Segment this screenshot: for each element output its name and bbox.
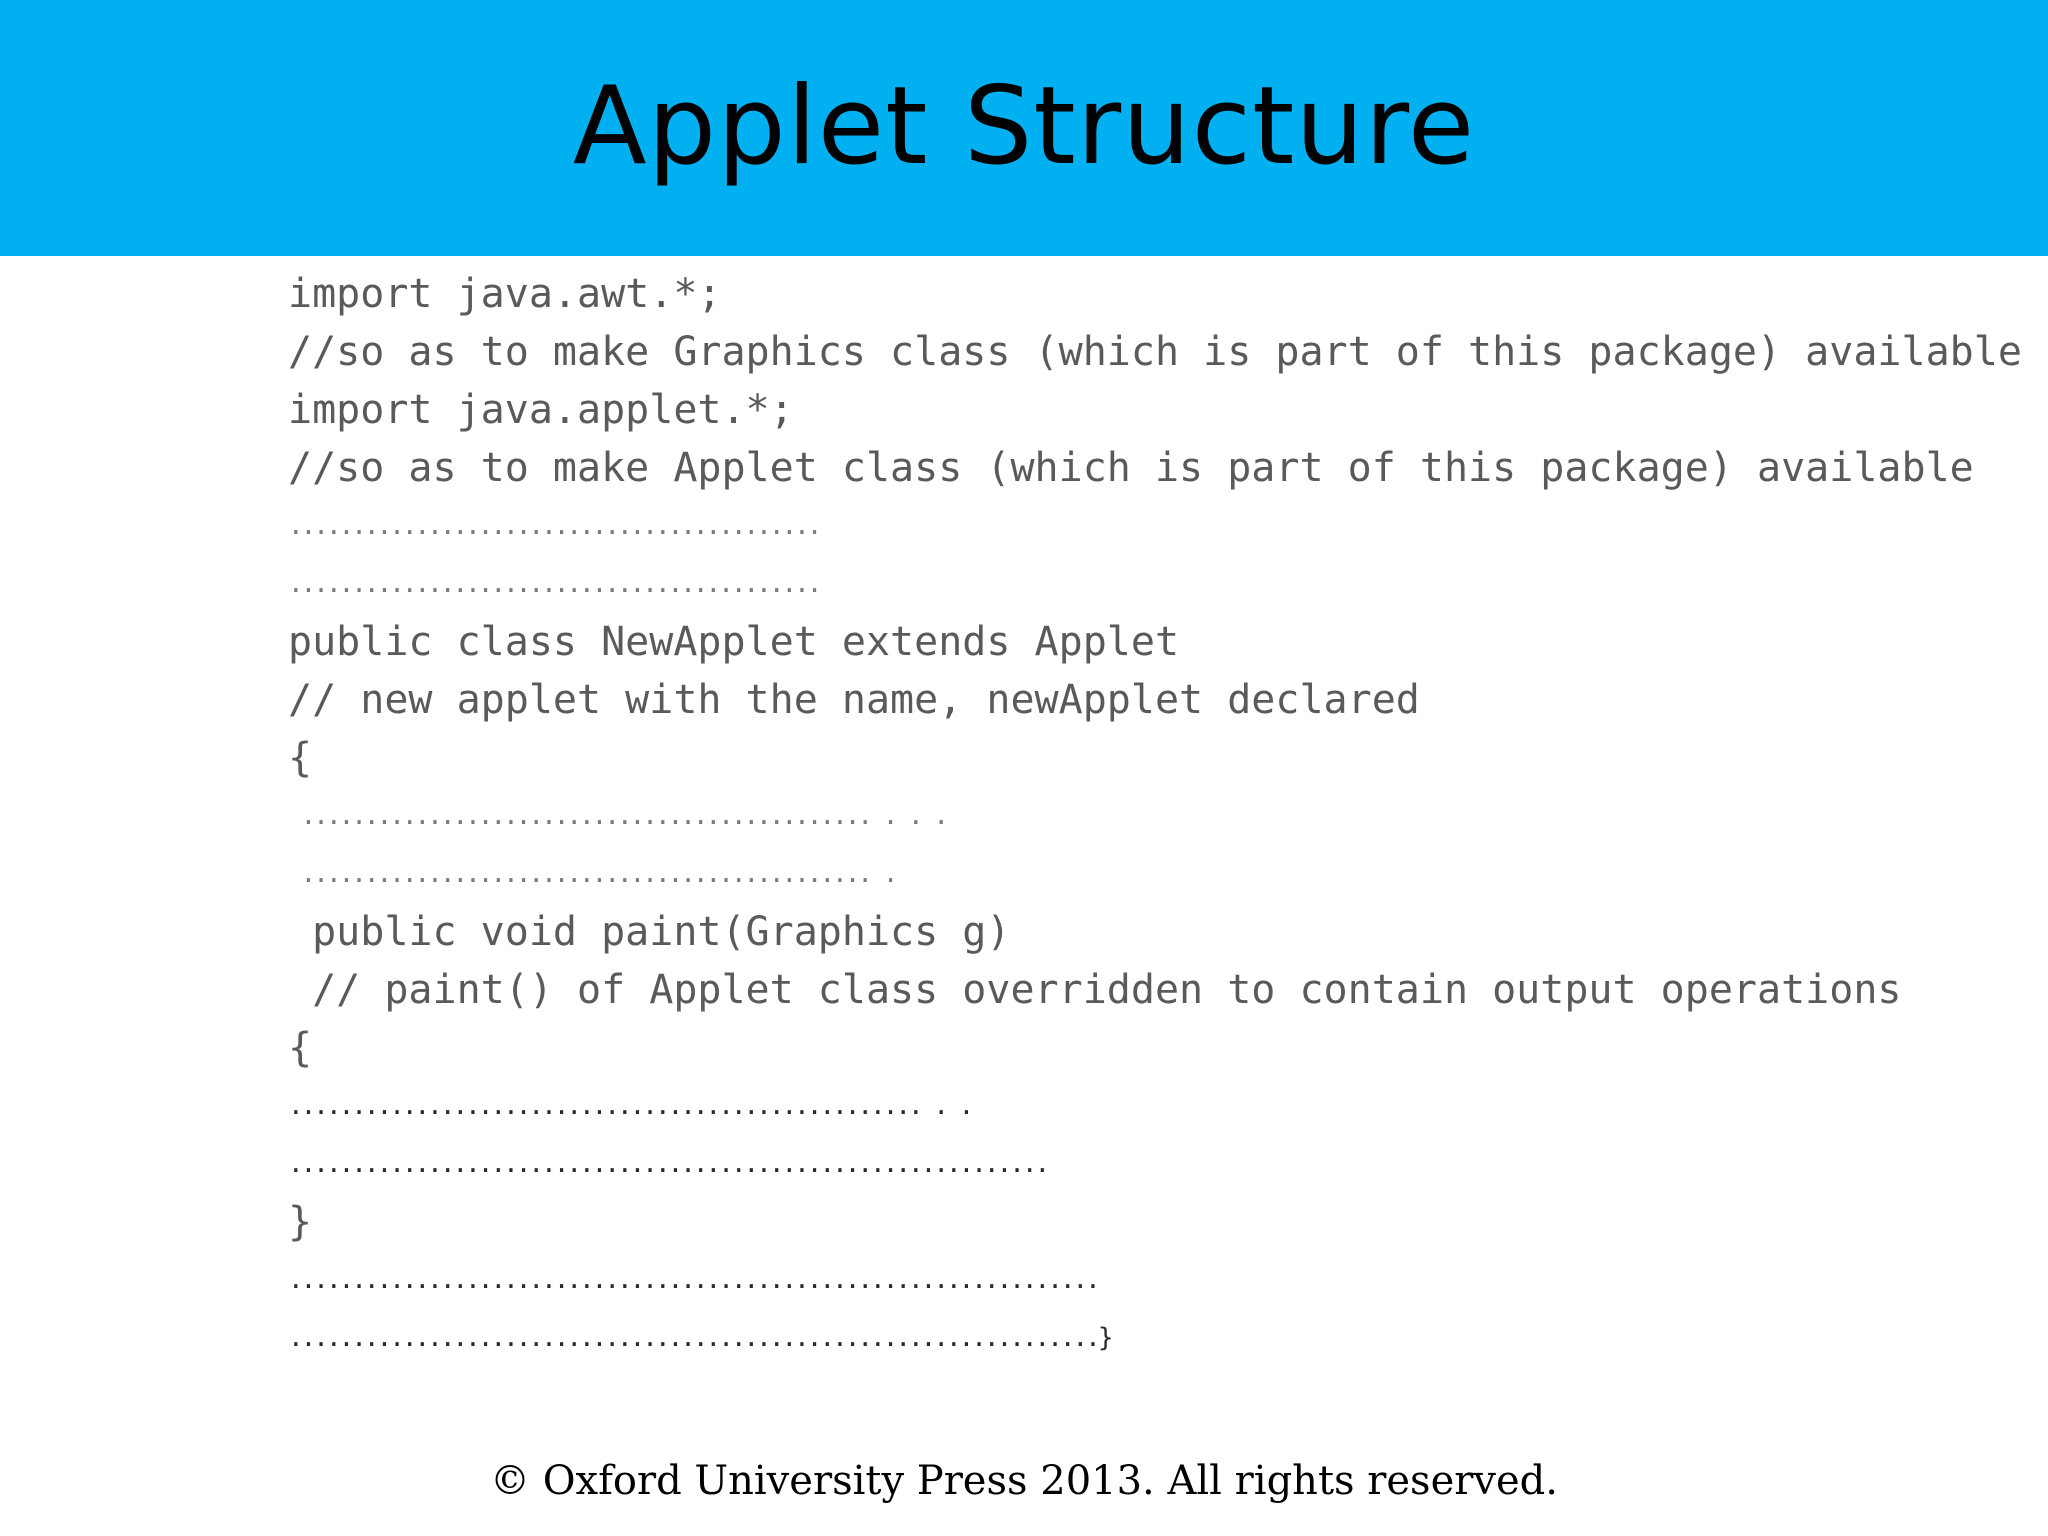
code-line: } [288, 1199, 313, 1245]
slide-title: Applet Structure [572, 64, 1476, 189]
code-line-placeholder: .................................................. . . [288, 1091, 972, 1121]
code-line-placeholder: ................................................................ [288, 1265, 1098, 1295]
code-line: { [288, 1025, 313, 1071]
code-line: //so as to make Applet class (which is part of this package) available [288, 445, 1974, 491]
code-line-placeholder: ............................................. . . . [288, 801, 946, 831]
code-line-placeholder: ............................................. . [288, 859, 896, 889]
code-line: // paint() of Applet class overridden to contain output operations [288, 967, 1902, 1013]
code-line-placeholder: .......................................... [288, 511, 820, 541]
code-line: import java.applet.*; [288, 387, 794, 433]
code-line: public void paint(Graphics g) [288, 909, 1011, 955]
code-line: //so as to make Graphics class (which is part of this package) available [288, 329, 2022, 375]
copyright-footer: © Oxford University Press 2013. All rights reserved. [490, 1458, 1558, 1504]
code-line: public class NewApplet extends Applet [288, 619, 1180, 665]
code-line: { [288, 735, 313, 781]
code-line-placeholder: .......................................... [288, 569, 820, 599]
code-line-placeholder: ............................................................ [288, 1149, 1048, 1179]
code-line-placeholder: ................................................................} [288, 1323, 1111, 1353]
code-line: // new applet with the name, newApplet declared [288, 677, 1420, 723]
code-line: import java.awt.*; [288, 271, 722, 317]
